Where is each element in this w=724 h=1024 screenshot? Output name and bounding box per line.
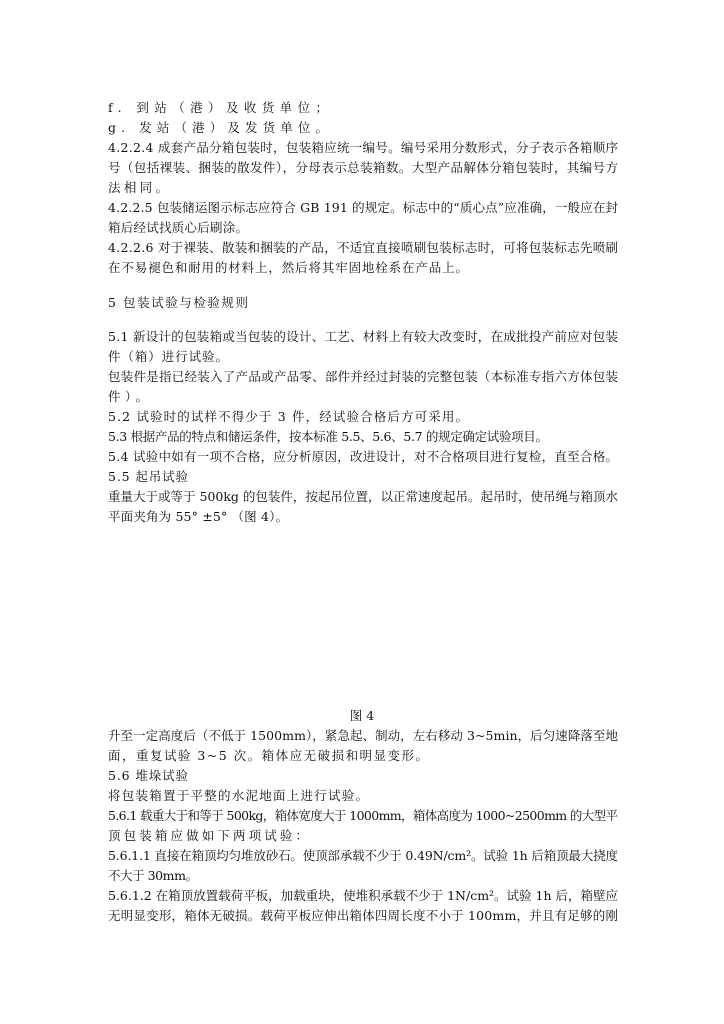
text-line: 5.2 试验时的试样不得少于 3 件，经试验合格后方可采用。 <box>108 409 470 424</box>
text-line: 在不易褪色和耐用的材料上，然后将其牢固地栓系在产品上。 <box>108 260 469 275</box>
text-line: 面，重复试验 3~5 次。箱体应无破损和明显变形。 <box>108 748 430 763</box>
text-line: 将包装箱置于平整的水泥地面上进行试验。 <box>108 788 370 803</box>
text-line: 5.1 新设计的包装箱或当包装的设计、工艺、材料上有较大改变时，在成批投产前应对包装 <box>108 329 619 344</box>
text-line: 升至一定高度后（不低于 1500mm），紧急起、制动，左右移动 3~5min，后匀速降落至地 <box>108 728 619 743</box>
figure-caption: 图 4 <box>349 708 375 723</box>
text-line: 4.2.2.4 成套产品分箱包装时，包装箱应统一编号。编号采用分数形式，分子表示各箱顺序 <box>108 140 619 155</box>
text-line: 不大于 30mm。 <box>108 868 198 883</box>
text-line: 平面夹角为 55° ±5° （图 4）。 <box>108 509 289 524</box>
text-line: 5.5 起吊试验 <box>108 469 189 484</box>
text-line: 顶包装箱应做如下两项试验： <box>108 828 312 843</box>
text-line: 重量大于或等于 500kg 的包装件，按起吊位置，以正常速度起吊。起吊时，使吊绳与箱顶水 <box>108 489 618 504</box>
text-line: f. 到站（港）及收货单位； <box>108 100 334 115</box>
text-line: g. 发站（港）及发货单位。 <box>108 120 334 135</box>
text-line: 无明显变形，箱体无破损。载荷平板应伸出箱体四周长度不小于 100mm，并且有足够的刚 <box>108 908 619 923</box>
text-line: 箱后经试找质心后刷涂。 <box>108 220 249 235</box>
text-line: 件（箱）进行试验。 <box>108 349 229 364</box>
text-line: 5.6 堆垛试验 <box>108 768 189 783</box>
text-line: 5.3 根据产品的特点和储运条件，按本标准 5.5、5.6、5.7 的规定确定试验项目。 <box>108 429 548 444</box>
text-line: 5.4 试验中如有一项不合格，应分析原因，改进设计，对不合格项目进行复检，直至合格。 <box>108 449 619 464</box>
text-line: 4.2.2.6 对于裸装、散装和捆装的产品，不适宜直接喷刷包装标志时，可将包装标志先喷刷 <box>108 240 619 255</box>
text-line: 4.2.2.5 包装储运图示标志应符合 GB 191 的规定。标志中的“质心点”应准确，一般应在封 <box>108 200 619 215</box>
text-line: 5.6.1.1 直接在箱顶均匀堆放砂石。使顶部承载不少于 0.49N/cm²。试验 1h 后箱顶最大挠度 <box>108 848 618 863</box>
text-line: 5.6.1.2 在箱顶放置载荷平板，加载重块，使堆积承载不少于 1N/cm²。试验 1h 后，箱壁应 <box>108 888 618 903</box>
text-line: 包装件是指已经装入了产品或产品零、部件并经过封装的完整包装（本标准专指六方体包装 <box>108 369 619 384</box>
text-line: 5.6.1 载重大于和等于 500kg，箱体宽度大于 1000mm，箱体高度为 1000~2500mm 的大型平 <box>108 808 618 823</box>
text-line: 法相同。 <box>108 180 172 195</box>
text-line: 号（包括裸装、捆装的散发件），分母表示总装箱数。大型产品解体分箱包装时，其编号方 <box>108 160 619 175</box>
text-line: 件）。 <box>108 389 153 404</box>
section-heading: 5 包装试验与检验规则 <box>108 295 250 310</box>
